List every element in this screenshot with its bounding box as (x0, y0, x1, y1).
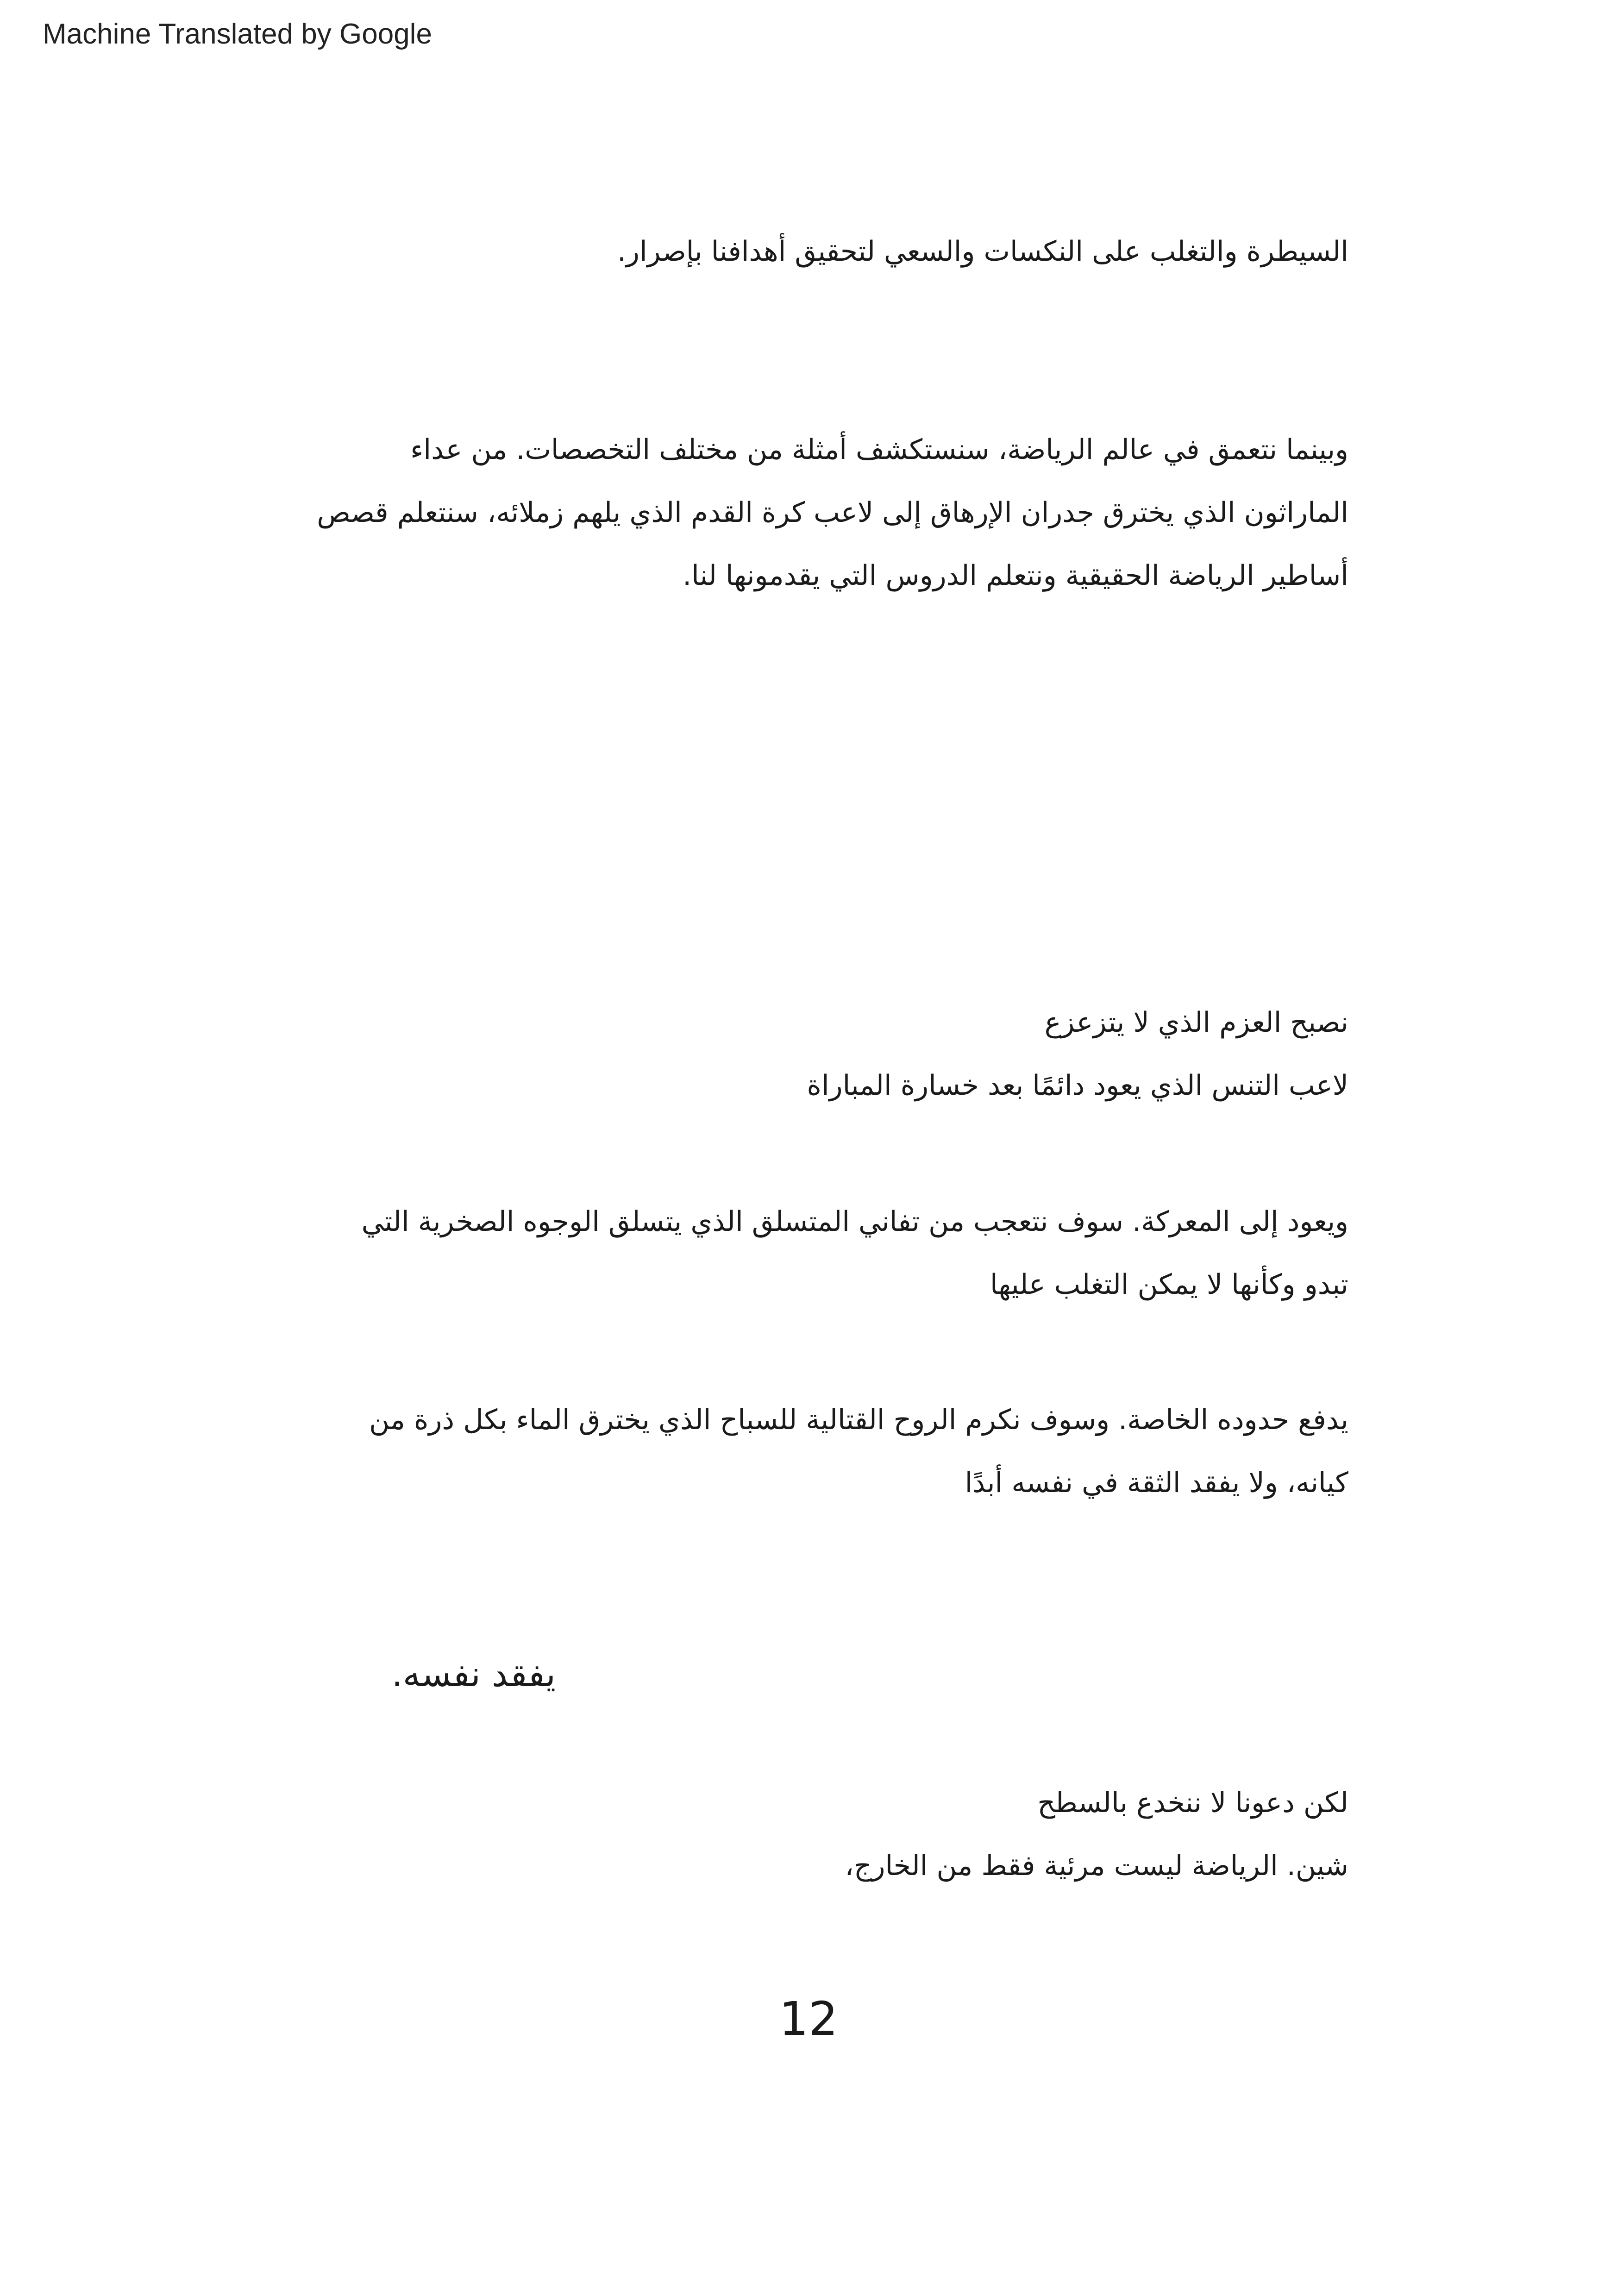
machine-translation-note: Machine Translated by Google (43, 18, 432, 50)
paragraph-line: كيانه، ولا يفقد الثقة في نفسه أبدًا (965, 1467, 1348, 1499)
paragraph-6 (845, 1771, 1348, 1897)
paragraph-line: شين. الرياضة ليست مرئية فقط من الخارج، (845, 1850, 1348, 1882)
highlighted-line: يفقد نفسه. (391, 1653, 556, 1694)
paragraph-line: لكن دعونا لا ننخدع بالسطح (1037, 1787, 1348, 1819)
paragraph-line: ويعود إلى المعركة. سوف نتعجب من تفاني المتسلق الذي يتسلق الوجوه الصخرية التي (361, 1205, 1348, 1238)
paragraph-4 (362, 1190, 1348, 1316)
paragraph-5 (369, 1388, 1348, 1514)
paragraph-2 (317, 418, 1348, 607)
paragraph-line: يدفع حدوده الخاصة. وسوف نكرم الروح القتالية للسباح الذي يخترق الماء بكل ذرة من (369, 1404, 1348, 1436)
paragraph-1 (617, 220, 1348, 283)
page-number: 12 (779, 1992, 838, 2046)
paragraph-line: وبينما نتعمق في عالم الرياضة، سنستكشف أمثلة من مختلف التخصصات. من عداء (410, 433, 1348, 466)
paragraph-line: الماراثون الذي يخترق جدران الإرهاق إلى لاعب كرة القدم الذي يلهم زملائه، سنتعلم قصص (317, 496, 1348, 529)
paragraph-3 (807, 991, 1348, 1117)
paragraph-line: السيطرة والتغلب على النكسات والسعي لتحقيق أهدافنا بإصرار. (617, 235, 1348, 268)
paragraph-line: نصبح العزم الذي لا يتزعزع (1044, 1006, 1348, 1039)
paragraph-line: لاعب التنس الذي يعود دائمًا بعد خسارة المباراة (807, 1069, 1348, 1102)
paragraph-line: تبدو وكأنها لا يمكن التغلب عليها (990, 1268, 1348, 1301)
paragraph-line: أساطير الرياضة الحقيقية ونتعلم الدروس التي يقدمونها لنا. (683, 559, 1348, 592)
